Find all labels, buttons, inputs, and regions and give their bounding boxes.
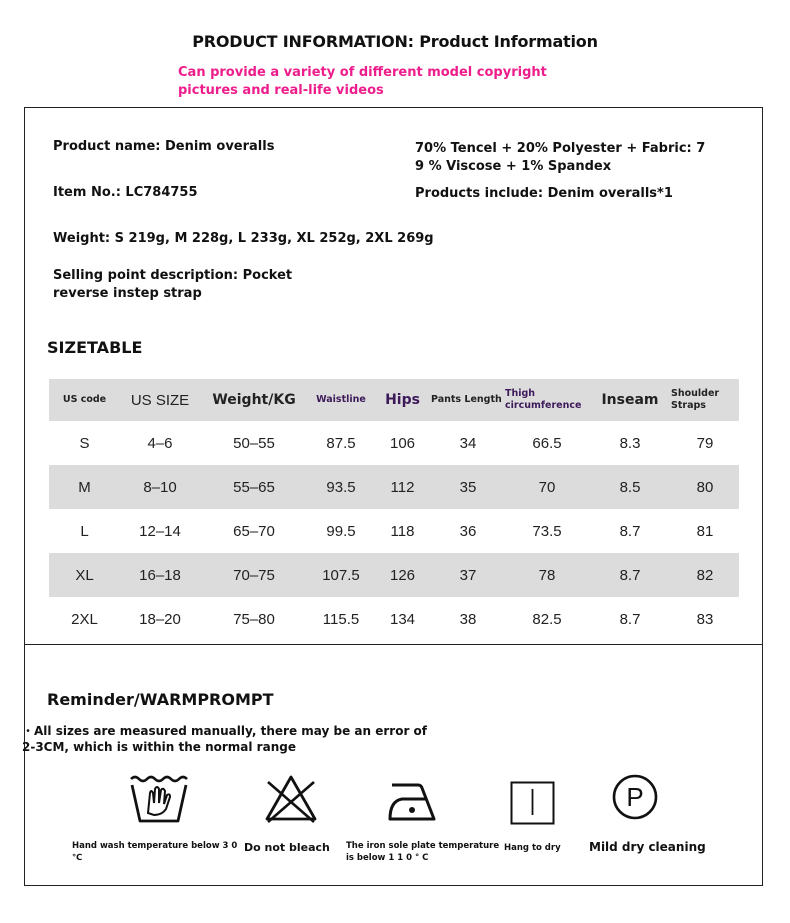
- table-cell: 8.5: [619, 478, 641, 496]
- table-cell: 115.5: [322, 610, 360, 628]
- col-weight: Weight/KG: [212, 392, 296, 408]
- product-weight: Weight: S 219g, M 228g, L 233g, XL 252g, 2XL 269g: [53, 231, 434, 246]
- dry-clean-icon: [611, 773, 659, 821]
- table-cell: 8.3: [619, 434, 641, 452]
- product-includes: Products include: Denim overalls*1: [415, 186, 673, 201]
- table-cell: 65–70: [233, 522, 275, 540]
- table-cell: 80: [696, 478, 714, 496]
- table-cell: 50–55: [233, 434, 275, 452]
- table-cell: 99.5: [326, 522, 356, 540]
- col-inseam: Inseam: [601, 392, 659, 408]
- table-cell: 70: [538, 478, 556, 496]
- table-cell: 36: [459, 522, 477, 540]
- table-cell: S: [79, 434, 90, 452]
- table-cell: 81: [696, 522, 714, 540]
- product-name: Product name: Denim overalls: [53, 139, 275, 154]
- table-cell: 107.5: [322, 566, 360, 584]
- col-thigh: Thigh circumference: [505, 388, 582, 411]
- table-cell: 34: [459, 434, 477, 452]
- table-cell: XL: [75, 566, 94, 584]
- col-pants-length: Pants Length: [431, 394, 502, 405]
- reminder-note: ・All sizes are measured manually, there may be an error of 2-3CM, which is within the normal range: [22, 724, 428, 754]
- table-cell: 134: [389, 610, 416, 628]
- table-row: [49, 553, 739, 597]
- table-cell: 8.7: [619, 610, 641, 628]
- table-cell: 8.7: [619, 566, 641, 584]
- size-table-heading: SIZETABLE: [47, 338, 143, 357]
- table-cell: M: [78, 478, 91, 496]
- table-cell: 93.5: [326, 478, 356, 496]
- table-cell: 75–80: [233, 610, 275, 628]
- table-cell: 4–6: [147, 434, 173, 452]
- table-cell: 73.5: [532, 522, 562, 540]
- page-title: PRODUCT INFORMATION: Product Information: [192, 32, 598, 51]
- size-table-header: [49, 379, 739, 421]
- col-us-size: US SIZE: [130, 391, 190, 409]
- table-cell: 82: [696, 566, 714, 584]
- table-cell: 35: [459, 478, 477, 496]
- table-cell: 66.5: [532, 434, 562, 452]
- table-row: [49, 465, 739, 509]
- table-cell: 12–14: [139, 522, 181, 540]
- page-subtitle: Can provide a variety of different model copyright pictures and real-life videos: [178, 65, 547, 98]
- item-number: Item No.: LC784755: [53, 185, 198, 200]
- selling-point: Selling point description: Pocket reverse instep strap: [53, 268, 293, 301]
- table-cell: 106: [389, 434, 416, 452]
- table-cell: 38: [459, 610, 477, 628]
- col-waistline: Waistline: [316, 394, 366, 405]
- table-cell: 16–18: [139, 566, 181, 584]
- table-cell: 8.7: [619, 522, 641, 540]
- product-material: 70% Tencel + 20% Polyester + Fabric: 7 9 % Viscose + 1% Spandex: [415, 141, 706, 174]
- table-row: [49, 597, 739, 641]
- table-row: [49, 509, 739, 553]
- care-label: Hang to dry: [504, 843, 561, 853]
- hang-dry-icon: [510, 781, 555, 825]
- reminder-heading: Reminder/WARMPROMPT: [47, 690, 274, 709]
- table-cell: 87.5: [326, 434, 356, 452]
- table-cell: 70–75: [233, 566, 275, 584]
- table-cell: 18–20: [139, 610, 181, 628]
- table-cell: 79: [696, 434, 714, 452]
- table-cell: 118: [390, 522, 415, 540]
- col-hips: Hips: [385, 392, 420, 408]
- table-cell: 37: [459, 566, 477, 584]
- table-cell: 8–10: [143, 478, 177, 496]
- care-label: Do not bleach: [244, 841, 330, 854]
- care-label: Mild dry cleaning: [589, 840, 706, 854]
- col-shoulder-straps: Shoulder Straps: [671, 388, 720, 411]
- table-cell: 82.5: [532, 610, 562, 628]
- care-label: Hand wash temperature below 3 0 ℃: [72, 841, 238, 863]
- no-bleach-icon: [262, 772, 320, 826]
- frame-divider: [24, 644, 763, 645]
- table-cell: 55–65: [233, 478, 275, 496]
- table-cell: 126: [389, 566, 416, 584]
- svg-text:P: P: [626, 782, 644, 812]
- col-us-code: US code: [62, 394, 107, 405]
- table-cell: 2XL: [71, 610, 98, 628]
- size-table: [49, 379, 739, 641]
- iron-icon: [386, 779, 442, 827]
- table-row: [49, 421, 739, 465]
- table-cell: 112: [390, 478, 415, 496]
- care-label: The iron sole plate temperature is below 1 1 0 ° C: [346, 841, 500, 863]
- table-cell: L: [80, 522, 89, 540]
- hand-wash-icon: [128, 773, 190, 827]
- table-cell: 83: [696, 610, 714, 628]
- table-cell: 78: [538, 566, 556, 584]
